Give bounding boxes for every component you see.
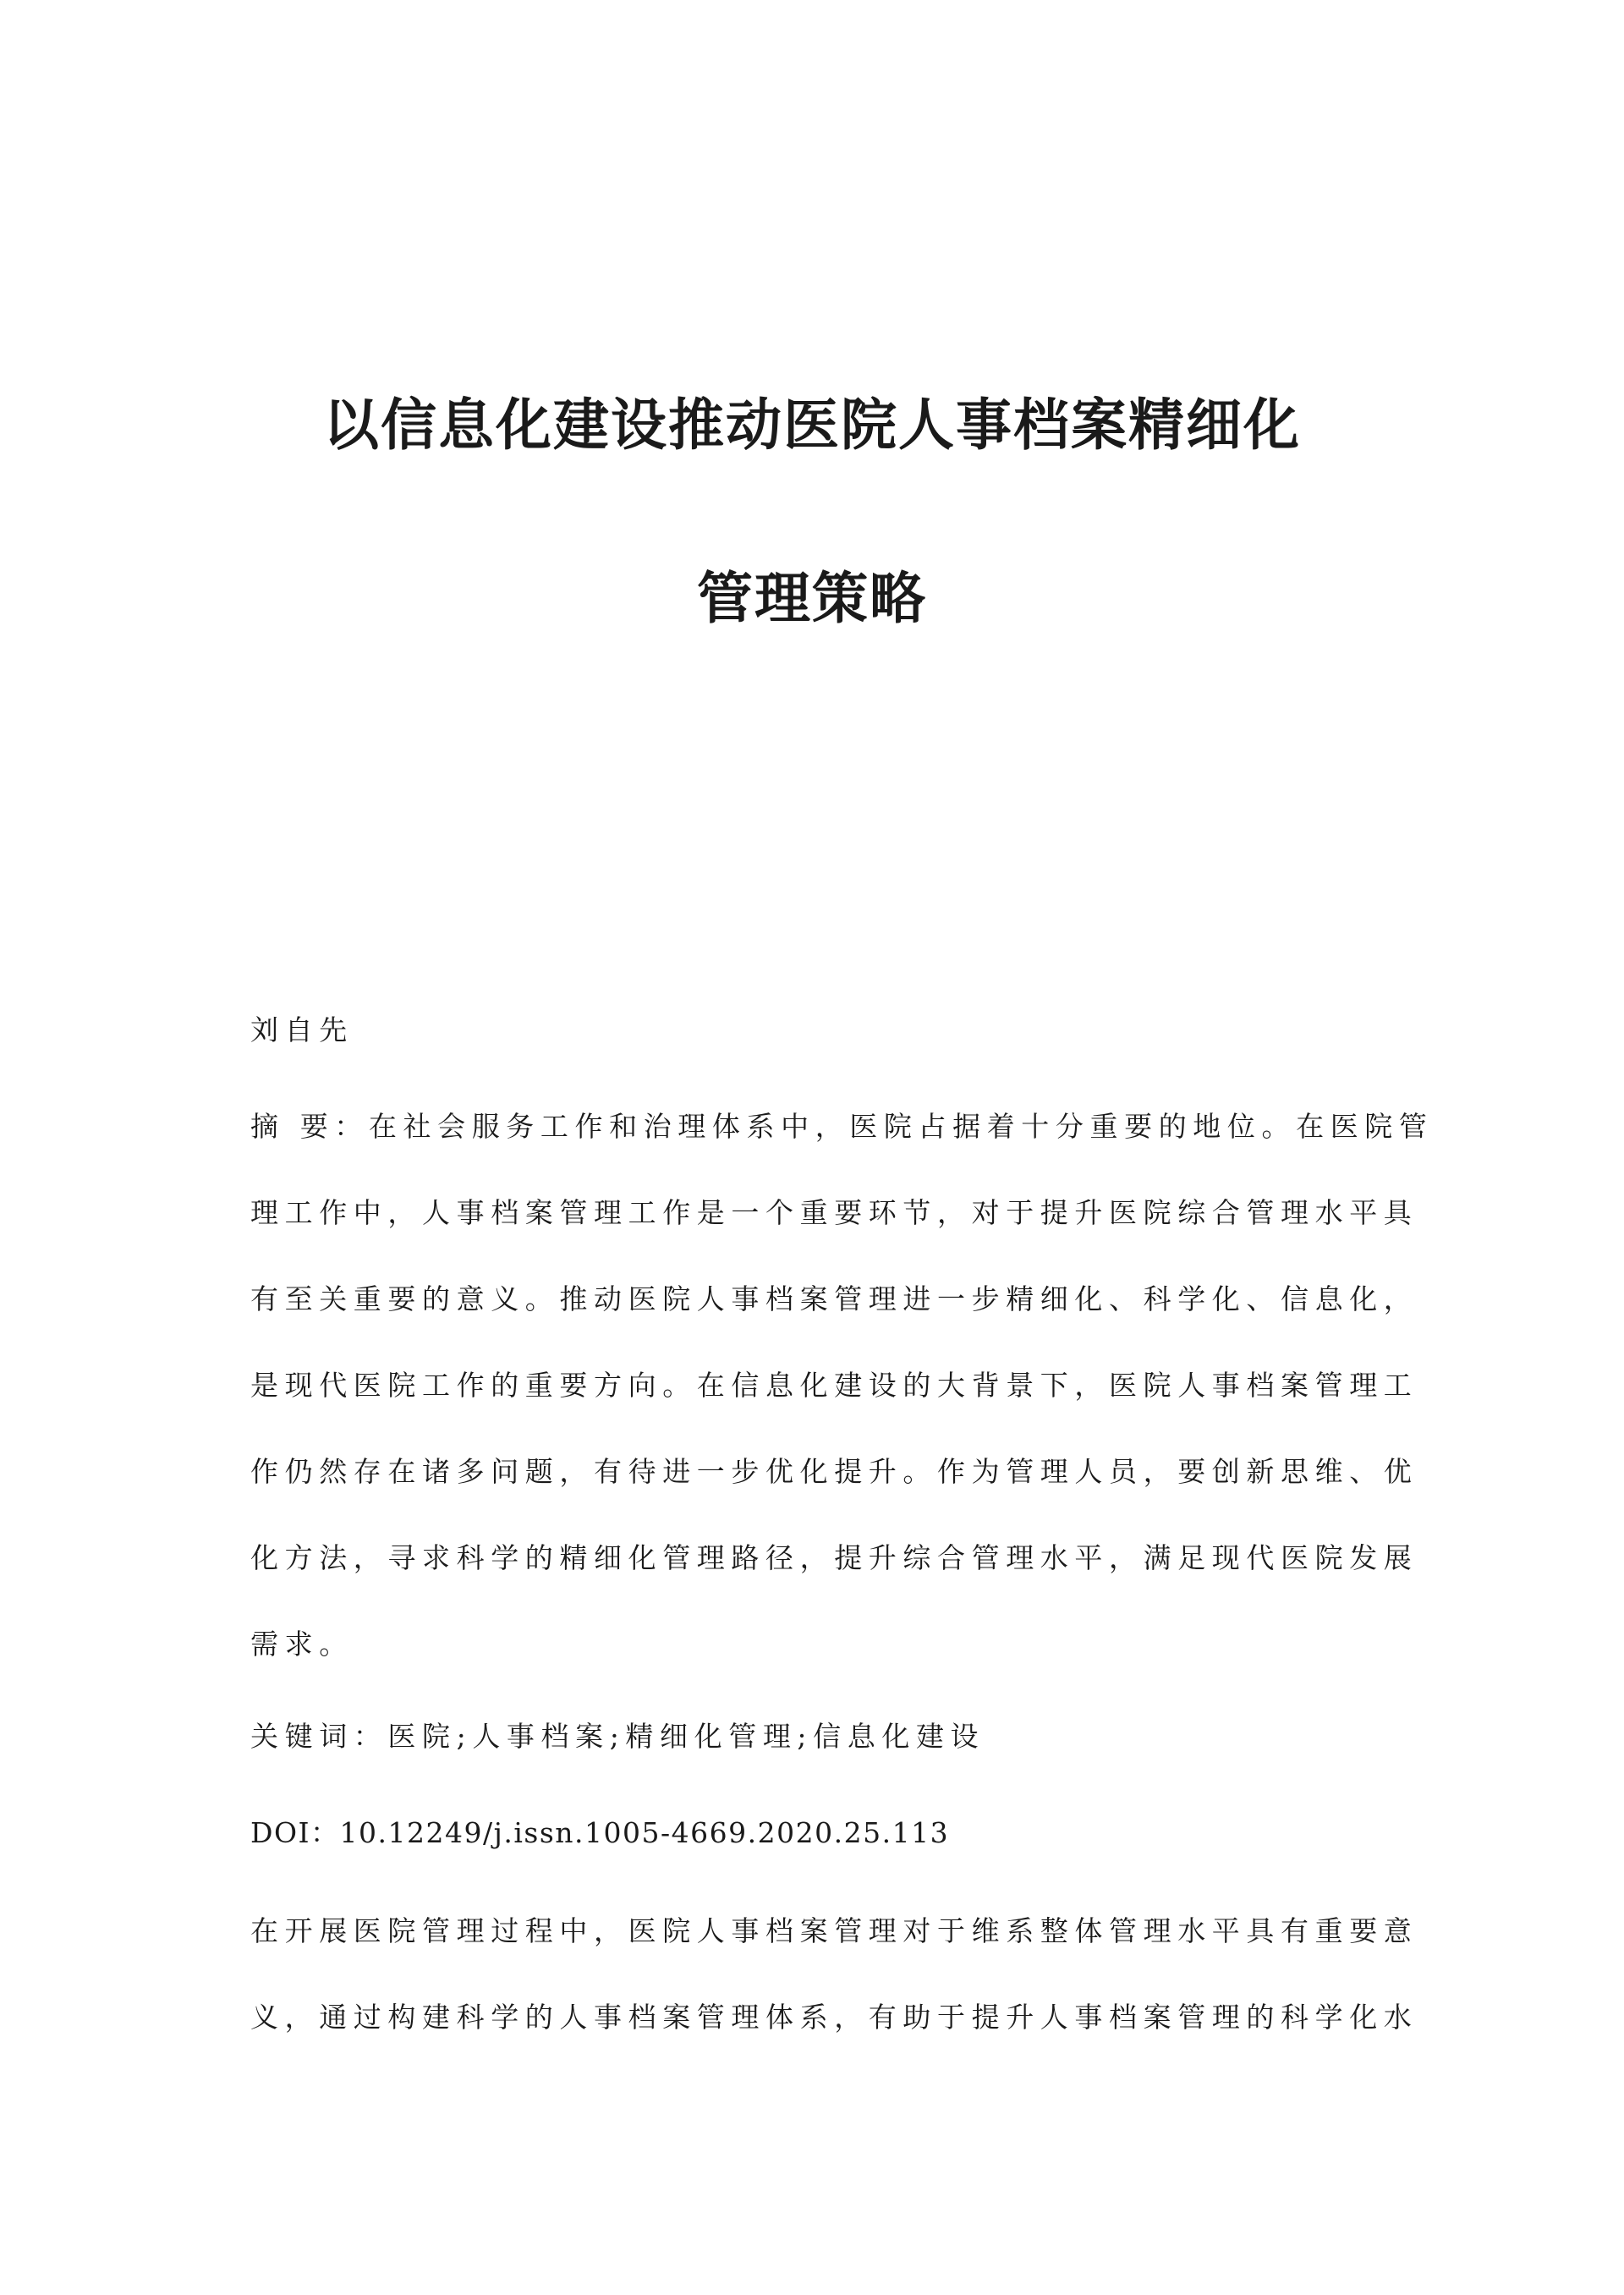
abstract-line: 需求。: [250, 1628, 354, 1661]
abstract-line: 有至关重要的意义。推动医院人事档案管理进一步精细化、科学化、信息化，: [250, 1282, 1418, 1315]
keywords: 关键词：医院;人事档案;精细化管理;信息化建设: [250, 1720, 985, 1753]
body-line: 义，通过构建科学的人事档案管理体系，有助于提升人事档案管理的科学化水: [250, 2001, 1418, 2034]
paper-title-line-1: 以信息化建设推动医院人事档案精细化: [323, 392, 1301, 458]
body-paragraph: [250, 1888, 1418, 2061]
doi: DOI：10.12249/j.issn.1005-4669.2020.25.113: [250, 1816, 950, 1849]
abstract-line: 理工作中，人事档案管理工作是一个重要环节，对于提升医院综合管理水平具: [250, 1196, 1418, 1229]
author-name: 刘自先: [250, 1013, 354, 1046]
body-line: 在开展医院管理过程中，医院人事档案管理对于维系整体管理水平具有重要意: [250, 1914, 1418, 1947]
abstract-line: 作仍然存在诸多问题，有待进一步优化提升。作为管理人员，要创新思维、优: [250, 1455, 1418, 1488]
abstract-line: 是现代医院工作的重要方向。在信息化建设的大背景下，医院人事档案管理工: [250, 1369, 1418, 1402]
paper-title-line-2: 管理策略: [697, 565, 927, 631]
abstract-line: 摘 要：在社会服务工作和治理体系中，医院占据着十分重要的地位。在医院管: [250, 1110, 1434, 1143]
abstract: [250, 1084, 1434, 1688]
abstract-line: 化方法，寻求科学的精细化管理路径，提升综合管理水平，满足现代医院发展: [250, 1541, 1418, 1574]
